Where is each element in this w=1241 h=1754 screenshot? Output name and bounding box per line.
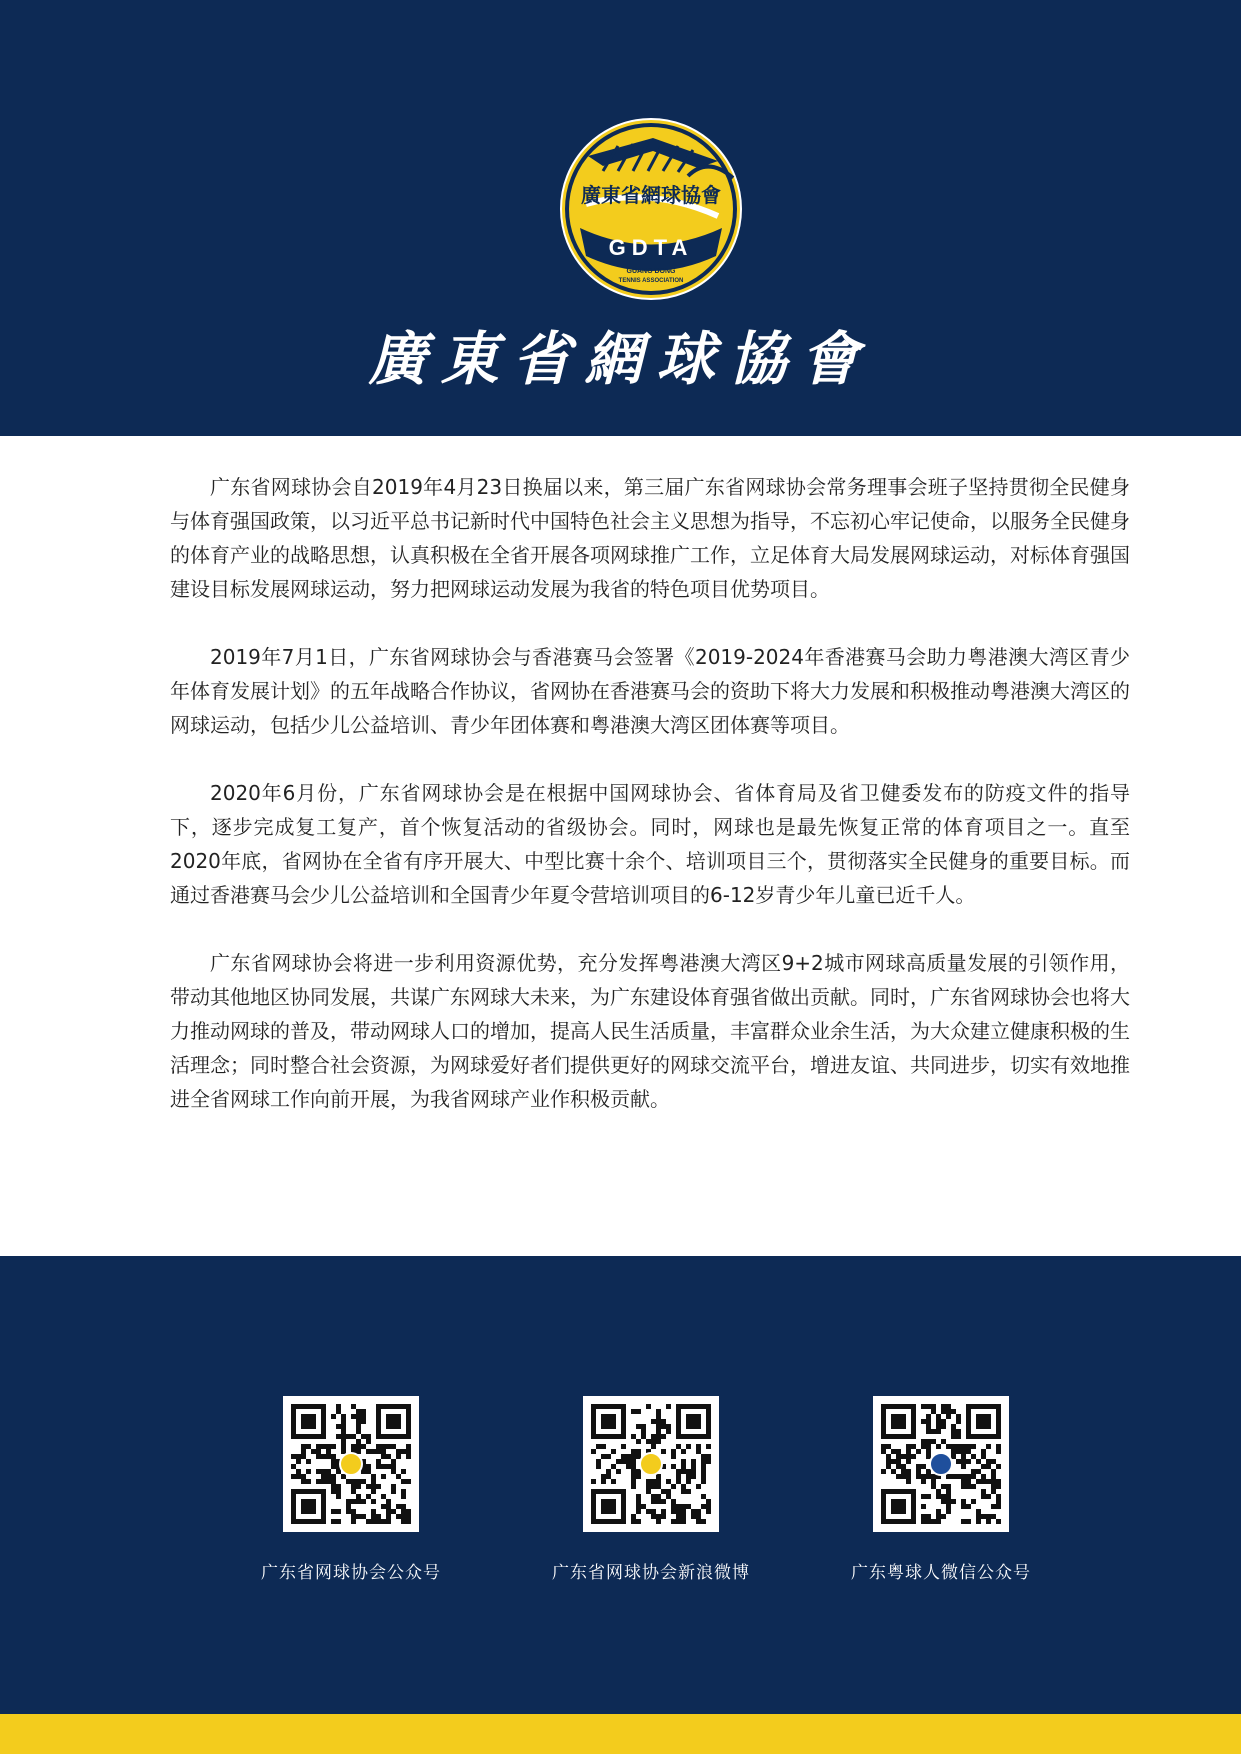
qr-block-wechat-official bbox=[201, 1396, 501, 1583]
bottom-yellow-stripe bbox=[0, 1714, 1241, 1754]
qr-block-yueqiuren bbox=[791, 1396, 1091, 1583]
paragraph-4: 广东省网球协会将进一步利用资源优势，充分发挥粤港澳大湾区9+2城市网球高质量发展的引领作用，带动其他地区协同发展，共谋广东网球大未来，为广东建设体育强省做出贡献。同时，广东省网球协会也将大力推动网球的普及，带动网球人口的增加，提高人民生活质量，丰富群众业余生活，为大众建立健康积极的生活理念；同时整合社会资源，为网球爱好者们提供更好的网球交流平台，增进友谊、共同进步，切实有效地推进全省网球工作向前开展，为我省网球产业作积极贡献。 bbox=[170, 951, 1130, 1111]
paragraph-3: 2020年6月份，广东省网球协会是在根据中国网球协会、省体育局及省卫健委发布的防疫文件的指导下，逐步完成复工复产，首个恢复活动的省级协会。同时，网球也是最先恢复正常的体育项目之一。直至2020年底，省网协在全省有序开展大、中型比赛十余个、培训项目三个，贯彻落实全民健身的重要目标。而通过香港赛马会少儿公益培训和全国青少年夏令营培训项目的6-12岁青少年儿童已近千人。 bbox=[170, 781, 1130, 907]
header-banner bbox=[0, 0, 1241, 436]
qr-label: 广东省网球协会新浪微博 bbox=[552, 1563, 750, 1583]
qr-block-weibo bbox=[501, 1396, 801, 1583]
paragraph-1: 广东省网球协会自2019年4月23日换届以来，第三届广东省网球协会常务理事会班子坚持贯彻全民健身与体育强国政策，以习近平总书记新时代中国特色社会主义思想为指导，不忘初心牢记使命，以服务全民健身的体育产业的战略思想，认真积极在全省开展各项网球推广工作，立足体育大局发展网球运动，对标体育强国建设目标发展网球运动，努力把网球运动发展为我省的特色项目优势项目。 bbox=[170, 475, 1130, 601]
qr-code-icon[interactable] bbox=[583, 1396, 719, 1532]
qr-code-icon[interactable] bbox=[873, 1396, 1009, 1532]
qr-label: 广东省网球协会公众号 bbox=[261, 1563, 441, 1583]
logo-abbr-text: GDTA bbox=[608, 235, 694, 260]
logo-en-line1: GUANG DONG bbox=[626, 268, 676, 275]
qr-label: 广东粤球人微信公众号 bbox=[851, 1563, 1031, 1583]
logo-en-line2: TENNIS ASSOCIATION bbox=[618, 278, 684, 284]
paragraph-2: 2019年7月1日，广东省网球协会与香港赛马会签署《2019-2024年香港赛马会助力粤港澳大湾区青少年体育发展计划》的五年战略合作协议，省网协在香港赛马会的资助下将大力发展和积极推动粤港澳大湾区的网球运动，包括少儿公益培训、青少年团体赛和粤港澳大湾区团体赛等项目。 bbox=[170, 645, 1130, 737]
qr-code-icon[interactable] bbox=[283, 1396, 419, 1532]
footer-banner bbox=[0, 1256, 1241, 1714]
article-body bbox=[170, 470, 1130, 1150]
gdta-logo-icon bbox=[558, 116, 744, 302]
page-title: 廣東省網球協會 bbox=[368, 325, 873, 393]
logo-cn-text: 廣東省網球協會 bbox=[581, 183, 721, 207]
